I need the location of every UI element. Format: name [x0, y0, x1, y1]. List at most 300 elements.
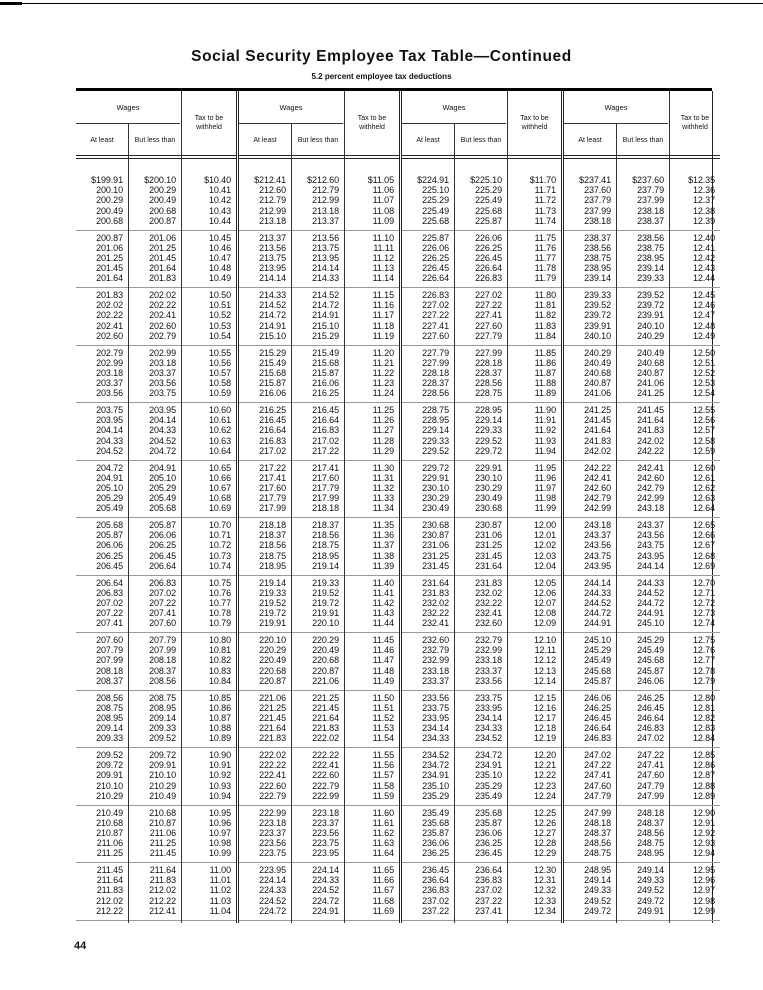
- table-cell: 225.87: [475, 215, 502, 226]
- table-cell: 12.23: [533, 780, 556, 791]
- table-cell: 242.41: [637, 462, 664, 473]
- table-cell: 12.43: [692, 263, 715, 274]
- table-cell: 11.55: [372, 750, 394, 760]
- table-cell: 227.02: [475, 290, 502, 300]
- table-cell: 12.10: [533, 635, 556, 645]
- table-cell: 228.95: [475, 405, 502, 415]
- table-cell: 10.42: [208, 195, 231, 206]
- table-cell: 247.41: [637, 760, 664, 771]
- table-cell: 204.14: [96, 425, 123, 436]
- row-block: [508, 173, 561, 231]
- row-block: [345, 403, 399, 461]
- table-cell: 248.95: [584, 865, 611, 875]
- table-cell: 10.73: [208, 550, 231, 561]
- row-block: [670, 863, 720, 921]
- table-cell: 238.95: [584, 263, 611, 274]
- table-cell: 10.50: [208, 290, 231, 300]
- table-cell: 244.91: [584, 618, 611, 629]
- table-cell: 12.24: [533, 790, 556, 801]
- table-cell: 11.48: [372, 665, 394, 676]
- table-cell: 242.22: [584, 462, 611, 473]
- row-block: [239, 403, 291, 461]
- table-cell: 221.83: [312, 723, 339, 734]
- table-cell: 211.06: [96, 838, 123, 849]
- table-cell: 221.25: [312, 692, 339, 703]
- row-block: [670, 461, 720, 519]
- row-block: [345, 576, 399, 634]
- table-cell: 218.18: [312, 503, 339, 514]
- table-cell: 204.91: [96, 472, 123, 483]
- table-cell: 12.91: [692, 817, 715, 828]
- table-cell: 12.51: [692, 357, 715, 368]
- table-cell: 12.68: [692, 550, 715, 561]
- table-cell: 11.52: [372, 712, 394, 723]
- table-cell: 230.68: [475, 503, 502, 514]
- table-cell: 237.02: [422, 895, 449, 906]
- table-cell: 244.14: [584, 577, 611, 588]
- table-cell: $199.91: [91, 175, 123, 185]
- table-cell: 202.79: [96, 347, 123, 358]
- row-block: [292, 806, 344, 864]
- table-cell: 10.43: [208, 205, 231, 216]
- row-block: [76, 346, 128, 404]
- table-cell: 232.02: [475, 587, 502, 598]
- row-block: [129, 403, 181, 461]
- table-cell: 232.60: [475, 618, 502, 629]
- row-block: [670, 691, 720, 749]
- table-cell: 225.87: [422, 232, 449, 243]
- row-blocks: [670, 173, 720, 921]
- row-block: [76, 403, 128, 461]
- table-cell: 235.68: [422, 817, 449, 828]
- table-cell: 12.73: [692, 608, 715, 619]
- table-cell: 210.87: [96, 827, 123, 838]
- table-cell: 217.02: [312, 435, 339, 446]
- table-cell: 227.22: [475, 300, 502, 311]
- table-cell: 212.02: [96, 895, 123, 906]
- table-cell: 248.95: [637, 848, 664, 859]
- table-cell: 12.53: [692, 378, 715, 389]
- row-block: [564, 691, 616, 749]
- table-cell: 230.10: [475, 472, 502, 483]
- table-cell: 213.95: [259, 263, 286, 274]
- table-cell: 235.10: [475, 770, 502, 781]
- table-cell: 209.33: [149, 723, 176, 734]
- table-cell: 208.37: [149, 665, 176, 676]
- table-cell: 212.22: [96, 905, 123, 916]
- table-cell: 201.45: [149, 252, 176, 263]
- table-cell: 12.32: [533, 885, 556, 896]
- table-cell: 202.41: [96, 320, 123, 331]
- table-cell: 224.91: [312, 905, 339, 916]
- row-block: [292, 518, 344, 576]
- table-cell: 218.18: [259, 520, 286, 530]
- table-cell: 211.64: [96, 875, 123, 886]
- table-cell: 226.64: [475, 263, 502, 274]
- table-cell: 206.45: [96, 560, 123, 571]
- table-cell: 246.06: [637, 675, 664, 686]
- table-cell: 210.29: [96, 790, 123, 801]
- header-rule: [345, 155, 399, 156]
- table-cell: 12.67: [692, 540, 715, 551]
- table-cell: $237.41: [579, 175, 611, 185]
- row-block: [182, 231, 236, 289]
- table-cell: 217.02: [259, 445, 286, 456]
- header-rule: [617, 155, 669, 156]
- row-block: [129, 633, 181, 691]
- table-cell: 12.55: [692, 405, 715, 415]
- table-cell: 12.25: [533, 807, 556, 818]
- table-cell: 12.97: [692, 885, 715, 896]
- table-cell: 233.18: [422, 665, 449, 676]
- table-cell: 248.18: [584, 817, 611, 828]
- table-cell: 11.96: [534, 472, 556, 483]
- row-block: [129, 346, 181, 404]
- table-cell: 239.72: [637, 300, 664, 311]
- table-cell: 10.69: [208, 503, 231, 514]
- row-block: [182, 748, 236, 806]
- table-cell: 238.37: [637, 215, 664, 226]
- table-cell: 12.60: [692, 462, 715, 473]
- table-cell: 206.25: [149, 540, 176, 551]
- table-cell: 10.48: [208, 263, 231, 274]
- row-block: [564, 346, 616, 404]
- table-cell: 207.60: [96, 635, 123, 645]
- table-cell: 243.56: [637, 530, 664, 541]
- table-cell: 11.93: [534, 435, 556, 446]
- table-cell: 200.87: [96, 232, 123, 243]
- row-block: [76, 576, 128, 634]
- row-block: [617, 518, 669, 576]
- table-cell: 207.41: [96, 618, 123, 629]
- header-rule-lower: [455, 158, 507, 159]
- table-cell: 11.86: [534, 357, 556, 368]
- table-cell: 10.64: [208, 445, 231, 456]
- table-cell: 231.06: [475, 530, 502, 541]
- table-cell: 11.08: [372, 205, 394, 216]
- table-cell: 11.77: [534, 252, 556, 263]
- row-block: [564, 576, 616, 634]
- table-cell: 217.22: [312, 445, 339, 456]
- column-group-4: [564, 91, 720, 923]
- table-cell: 220.10: [312, 618, 339, 629]
- header-rule-lower: [182, 158, 236, 159]
- table-cell: 12.01: [533, 530, 556, 541]
- table-cell: 244.33: [637, 577, 664, 588]
- table-cell: 11.44: [372, 618, 394, 629]
- table-cell: 10.55: [208, 347, 231, 358]
- table-cell: 230.87: [475, 520, 502, 530]
- table-cell: 211.45: [96, 865, 123, 875]
- header-rule-lower: [292, 158, 344, 159]
- table-cell: 243.37: [637, 520, 664, 530]
- table-cell: 209.72: [96, 760, 123, 771]
- header-rule: [564, 155, 616, 156]
- table-cell: 213.18: [259, 215, 286, 226]
- table-cell: 241.06: [637, 378, 664, 389]
- table-cell: 242.99: [637, 493, 664, 504]
- table-cell: 230.49: [475, 493, 502, 504]
- table-cell: 12.30: [533, 865, 556, 875]
- table-cell: 11.88: [534, 378, 556, 389]
- row-block: [345, 346, 399, 404]
- table-cell: 224.33: [259, 885, 286, 896]
- row-block: [239, 806, 291, 864]
- row-block: [182, 691, 236, 749]
- table-cell: 228.75: [422, 405, 449, 415]
- table-cell: 247.99: [637, 790, 664, 801]
- table-cell: 237.41: [475, 905, 502, 916]
- table-cell: 203.37: [96, 378, 123, 389]
- table-cell: 203.95: [149, 405, 176, 415]
- table-cell: 217.60: [312, 472, 339, 483]
- table-cell: 218.56: [259, 540, 286, 551]
- table-cell: 206.64: [96, 577, 123, 588]
- row-block: [129, 806, 181, 864]
- page-title: Social Security Employee Tax Table—Continued: [191, 48, 572, 65]
- table-cell: 245.87: [637, 665, 664, 676]
- table-cell: 224.33: [312, 875, 339, 886]
- table-cell: 11.56: [372, 760, 394, 771]
- table-cell: 12.22: [533, 770, 556, 781]
- column-tax: [182, 91, 236, 923]
- table-cell: 11.21: [372, 357, 394, 368]
- table-cell: 248.56: [637, 827, 664, 838]
- table-cell: 232.79: [422, 645, 449, 656]
- table-cell: 219.14: [259, 577, 286, 588]
- table-cell: 10.85: [208, 692, 231, 703]
- table-cell: 12.13: [533, 665, 556, 676]
- table-cell: 229.14: [475, 415, 502, 426]
- row-block: [76, 231, 128, 289]
- table-cell: 246.64: [637, 712, 664, 723]
- table-cell: 11.53: [372, 723, 394, 734]
- table-cell: 214.33: [312, 273, 339, 284]
- row-block: [345, 173, 399, 231]
- table-cell: 223.95: [259, 865, 286, 875]
- row-block: [129, 748, 181, 806]
- table-cell: 11.14: [372, 273, 394, 284]
- column-tax: [345, 91, 399, 923]
- table-cell: 232.22: [422, 608, 449, 619]
- table-cell: 12.88: [692, 780, 715, 791]
- row-block: [129, 863, 181, 921]
- table-cell: 12.26: [533, 817, 556, 828]
- row-block: [292, 346, 344, 404]
- table-cell: 215.10: [259, 330, 286, 341]
- table-cell: 220.29: [312, 635, 339, 645]
- table-cell: 10.82: [208, 655, 231, 666]
- header-tax-withheld: Tax to be withheld: [194, 115, 224, 131]
- table-cell: 231.83: [422, 587, 449, 598]
- table-cell: 237.22: [475, 895, 502, 906]
- table-cell: 12.34: [533, 905, 556, 916]
- table-cell: 202.22: [96, 310, 123, 321]
- table-cell: 200.49: [96, 205, 123, 216]
- table-cell: 234.14: [422, 723, 449, 734]
- table-cell: 202.79: [149, 330, 176, 341]
- table-cell: 212.79: [312, 185, 339, 196]
- row-blocks: [182, 173, 236, 921]
- table-cell: 205.87: [149, 520, 176, 530]
- table-cell: 12.54: [692, 388, 715, 399]
- table-cell: 11.95: [534, 462, 556, 473]
- table-cell: 219.52: [312, 587, 339, 598]
- row-block: [345, 231, 399, 289]
- table-cell: 12.16: [533, 702, 556, 713]
- row-block: [670, 748, 720, 806]
- table-cell: 228.56: [475, 378, 502, 389]
- table-cell: 209.33: [96, 733, 123, 744]
- table-cell: $11.70: [529, 175, 556, 185]
- table-cell: 249.72: [637, 895, 664, 906]
- table-cell: 241.64: [584, 425, 611, 436]
- table-cell: 12.21: [533, 760, 556, 771]
- table-cell: 226.06: [475, 232, 502, 243]
- table-cell: 244.33: [584, 587, 611, 598]
- table-cell: 233.95: [475, 702, 502, 713]
- table-cell: 207.79: [96, 645, 123, 656]
- row-block: [239, 173, 291, 231]
- table-cell: 12.99: [692, 905, 715, 916]
- table-cell: 230.68: [422, 520, 449, 530]
- table-cell: 12.95: [692, 865, 715, 875]
- table-cell: 11.09: [372, 215, 394, 226]
- table-cell: 12.18: [533, 723, 556, 734]
- table-cell: 10.74: [208, 560, 231, 571]
- row-block: [129, 518, 181, 576]
- table-cell: 230.49: [422, 503, 449, 514]
- table-cell: 11.94: [534, 445, 556, 456]
- table-cell: 202.02: [149, 290, 176, 300]
- table-cell: 12.84: [692, 733, 715, 744]
- table-cell: 11.11: [373, 242, 394, 253]
- row-block: [345, 288, 399, 346]
- table-cell: 218.56: [312, 530, 339, 541]
- table-cell: 237.02: [475, 885, 502, 896]
- table-cell: 211.83: [96, 885, 123, 896]
- row-block: [292, 403, 344, 461]
- table-cell: 12.40: [692, 232, 715, 243]
- table-cell: 213.95: [312, 252, 339, 263]
- table-cell: 205.29: [96, 493, 123, 504]
- table-cell: 202.22: [149, 300, 176, 311]
- table-cell: 11.37: [372, 540, 394, 551]
- row-blocks: [617, 173, 669, 921]
- table-cell: 244.91: [637, 608, 664, 619]
- table-cell: 201.83: [149, 273, 176, 284]
- table-cell: 245.10: [637, 618, 664, 629]
- table-cell: 221.06: [259, 692, 286, 703]
- table-cell: 222.79: [312, 780, 339, 791]
- header-but-less-than: But less than: [460, 136, 502, 144]
- table-cell: 231.06: [422, 540, 449, 551]
- table-cell: 214.72: [312, 300, 339, 311]
- table-cell: 11.97: [534, 482, 556, 493]
- table-cell: 217.41: [259, 472, 286, 483]
- table-cell: 10.60: [208, 405, 231, 415]
- table-cell: 219.72: [259, 608, 286, 619]
- table-cell: 11.63: [372, 838, 394, 849]
- table-cell: 217.99: [312, 493, 339, 504]
- row-block: [182, 461, 236, 519]
- table-cell: 242.41: [584, 472, 611, 483]
- table-cell: 222.60: [259, 780, 286, 791]
- table-cell: 200.29: [96, 195, 123, 206]
- table-cell: 213.75: [312, 242, 339, 253]
- row-block: [76, 633, 128, 691]
- row-block: [617, 863, 669, 921]
- table-cell: 240.10: [637, 320, 664, 331]
- table-cell: 10.98: [208, 838, 231, 849]
- table-cell: 11.69: [372, 905, 394, 916]
- table-cell: 223.95: [312, 848, 339, 859]
- row-block: [508, 403, 561, 461]
- table-cell: 10.41: [208, 185, 231, 196]
- table-cell: 10.88: [208, 723, 231, 734]
- table-cell: 12.59: [692, 445, 715, 456]
- table-cell: 12.39: [692, 215, 715, 226]
- table-cell: 11.23: [372, 378, 394, 389]
- table-cell: 225.10: [422, 185, 449, 196]
- table-cell: 219.91: [259, 618, 286, 629]
- table-cell: 243.75: [637, 540, 664, 551]
- table-cell: 11.29: [372, 445, 394, 456]
- table-cell: 231.45: [422, 560, 449, 571]
- table-cell: 234.52: [422, 750, 449, 760]
- header-rule-lower: [670, 158, 720, 159]
- table-cell: 11.61: [372, 817, 394, 828]
- table-cell: 227.99: [422, 357, 449, 368]
- table-cell: 12.04: [533, 560, 556, 571]
- table-cell: 241.83: [584, 435, 611, 446]
- table-cell: 11.45: [372, 635, 394, 645]
- table-cell: 222.22: [312, 750, 339, 760]
- table-cell: 249.52: [584, 895, 611, 906]
- table-cell: 243.75: [584, 550, 611, 561]
- table-cell: 247.02: [584, 750, 611, 760]
- table-cell: 12.72: [692, 597, 715, 608]
- row-block: [508, 461, 561, 519]
- header-but-less-than: But less than: [134, 136, 176, 144]
- table-cell: 249.33: [584, 885, 611, 896]
- header-rule-lower: [76, 158, 128, 159]
- table-cell: 210.10: [149, 770, 176, 781]
- table-cell: 225.68: [475, 205, 502, 216]
- table-cell: 232.99: [422, 655, 449, 666]
- table-cell: 213.56: [312, 232, 339, 243]
- table-cell: 210.10: [96, 780, 123, 791]
- table-cell: 222.79: [259, 790, 286, 801]
- table-cell: 244.52: [637, 587, 664, 598]
- table-cell: 12.20: [533, 750, 556, 760]
- table-cell: 210.29: [149, 780, 176, 791]
- table-cell: 240.49: [584, 357, 611, 368]
- table-cell: 10.71: [208, 530, 231, 541]
- table-cell: 201.25: [96, 252, 123, 263]
- table-cell: 227.99: [475, 347, 502, 358]
- table-cell: 202.60: [96, 330, 123, 341]
- table-cell: 211.64: [149, 865, 176, 875]
- header-rule-lower: [129, 158, 181, 159]
- table-cell: 12.00: [533, 520, 556, 530]
- table-cell: 224.14: [312, 865, 339, 875]
- row-block: [508, 748, 561, 806]
- table-cell: 216.06: [312, 378, 339, 389]
- header-at-least: At least: [90, 136, 114, 144]
- table-cell: 213.37: [259, 232, 286, 243]
- table-cell: $212.60: [307, 175, 339, 185]
